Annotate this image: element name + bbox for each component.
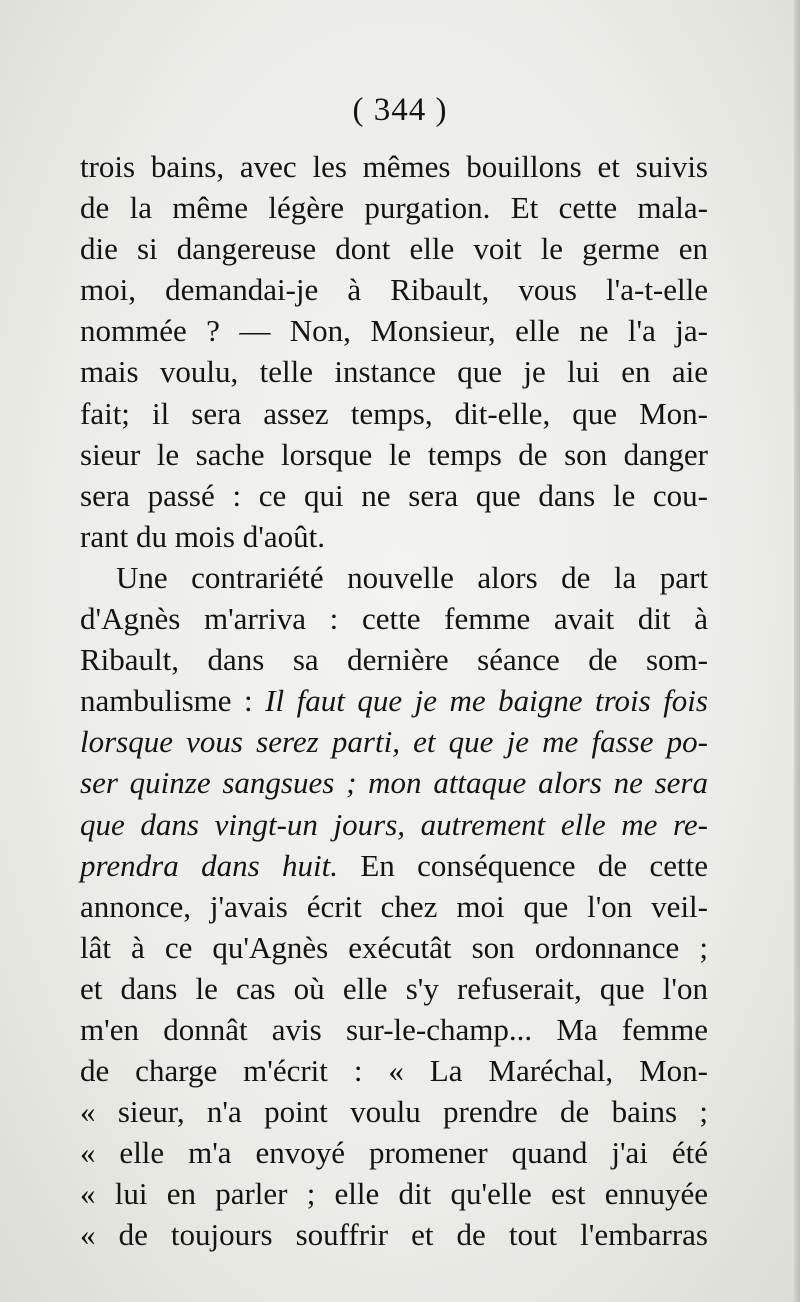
text-line: moi, demandai-je à Ribault, vous l'a-t-elle (80, 272, 708, 308)
text-line: sera passé : ce qui ne sera que dans le cou- (80, 477, 708, 513)
body-text (80, 146, 708, 1256)
text-segment: nambulisme : (80, 683, 266, 719)
text-line: die si dangereuse dont elle voit le germe en (80, 231, 708, 267)
text-segment: En conséquence de cette (338, 847, 708, 883)
text-line: « de toujours souffrir et de tout l'embarras (80, 1217, 708, 1253)
text-line: de la même légère purgation. Et cette mala- (80, 190, 708, 226)
text-line (80, 680, 708, 721)
page-number: ( 344 ) (352, 92, 448, 128)
text-line: fait; il sera assez temps, dit-elle, que Mon- (80, 395, 708, 431)
text-line: rant du mois d'août. (80, 518, 325, 554)
text-line: Ribault, dans sa dernière séance de som- (80, 642, 708, 678)
text-line: « lui en parler ; elle dit qu'elle est ennuyée (80, 1176, 708, 1212)
italic-segment: Il faut que je me baigne trois fois (265, 683, 708, 719)
text-line (80, 845, 708, 886)
text-line: que dans vingt-un jours, autrement elle me re- (80, 806, 708, 842)
text-line: « sieur, n'a point voulu prendre de bains ; (80, 1094, 708, 1130)
text-line: sieur le sache lorsque le temps de son danger (80, 436, 708, 472)
text-line: annonce, j'avais écrit chez moi que l'on veil- (80, 888, 708, 924)
text-line: nommée ? — Non, Monsieur, elle ne l'a ja- (80, 313, 708, 349)
text-line: m'en donnât avis sur-le-champ... Ma femme (80, 1011, 708, 1047)
text-line: trois bains, avec les mêmes bouillons et suivis (80, 149, 708, 184)
text-line: mais voulu, telle instance que je lui en aie (80, 354, 708, 390)
text-line: ser quinze sangsues ; mon attaque alors ne sera (80, 765, 708, 801)
italic-segment: prendra dans huit. (80, 847, 338, 883)
page-edge (794, 0, 800, 1302)
text-line: Une contrariété nouvelle alors de la part (116, 559, 708, 595)
text-line: et dans le cas où elle s'y refuserait, que l'on (80, 970, 708, 1006)
text-line: de charge m'écrit : « La Maréchal, Mon- (80, 1053, 708, 1089)
text-line: lât à ce qu'Agnès exécutât son ordonnance ; (80, 929, 708, 965)
text-line: « elle m'a envoyé promener quand j'ai été (80, 1135, 708, 1171)
text-line: lorsque vous serez parti, et que je me fasse po- (80, 724, 708, 760)
text-line: d'Agnès m'arriva : cette femme avait dit à (80, 601, 708, 637)
